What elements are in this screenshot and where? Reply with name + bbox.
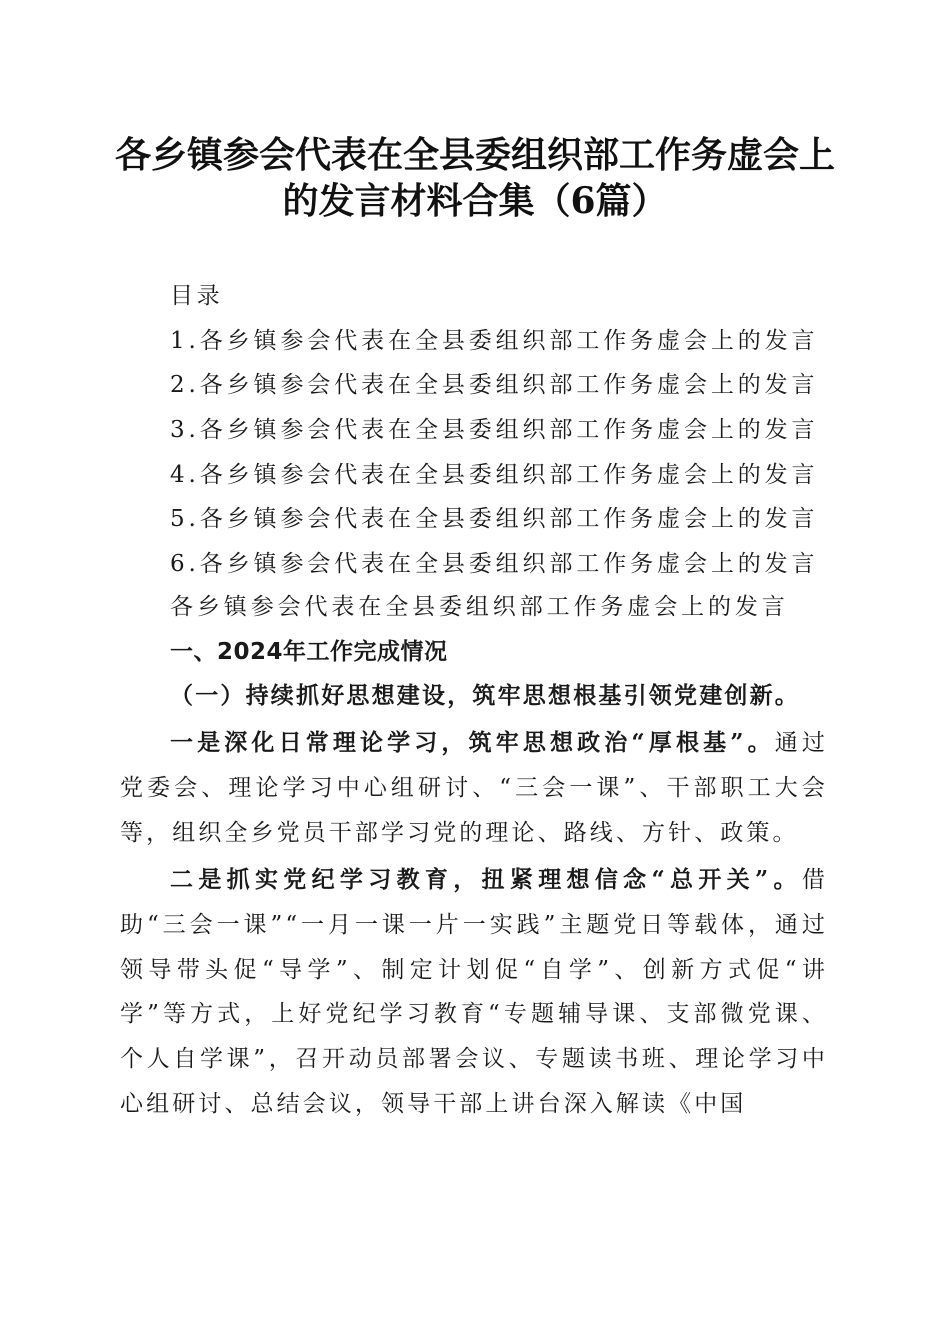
body-paragraph bbox=[120, 858, 828, 1128]
section-heading: 一、2024年工作完成情况 bbox=[170, 639, 448, 665]
toc-item: 5.各乡镇参会代表在全县委组织部工作务虚会上的发言 bbox=[170, 506, 819, 532]
toc-heading: 目录 bbox=[170, 283, 224, 309]
toc-item: 6.各乡镇参会代表在全县委组织部工作务虚会上的发言 bbox=[170, 551, 819, 577]
article-title: 各乡镇参会代表在全县委组织部工作务虚会上的发言 bbox=[170, 594, 789, 620]
paragraph-text: 通过党委会、理论学习中心组研讨、“三会一课”、干部职工大会等，组织全乡党员干部学习党的理论、路线、方针、政策。 bbox=[120, 730, 828, 846]
paragraph-lead: 二是抓实党纪学习教育，扭紧理想信念“总开关”。 bbox=[170, 866, 802, 893]
toc-item: 4.各乡镇参会代表在全县委组织部工作务虚会上的发言 bbox=[170, 462, 819, 488]
toc-item: 3.各乡镇参会代表在全县委组织部工作务虚会上的发言 bbox=[170, 417, 819, 443]
paragraph-text: 借助“三会一课”“一月一课一片一实践”主题党日等载体，通过领导带头促“导学”、制定计划促“自学”、创新方式促“讲学”等方式，上好党纪学习教育“专题辅导课、支部微党课、个人自学课”，召开动员部署会议、专题读书班、理论学习中心组研讨、总结会议，领导干部上讲台深入解读《中国 bbox=[120, 867, 828, 1117]
toc-item: 1.各乡镇参会代表在全县委组织部工作务虚会上的发言 bbox=[170, 328, 819, 354]
paragraph-lead: 一是深化日常理论学习，筑牢思想政治“厚根基”。 bbox=[170, 729, 775, 756]
body-paragraph bbox=[120, 721, 828, 855]
document-title: 各乡镇参会代表在全县委组织部工作务虚会上的发言材料合集（6篇） bbox=[115, 134, 836, 222]
toc-item: 2.各乡镇参会代表在全县委组织部工作务虚会上的发言 bbox=[170, 372, 819, 398]
subsection-heading: （一）持续抓好思想建设，筑牢思想根基引领党建创新。 bbox=[170, 682, 800, 709]
